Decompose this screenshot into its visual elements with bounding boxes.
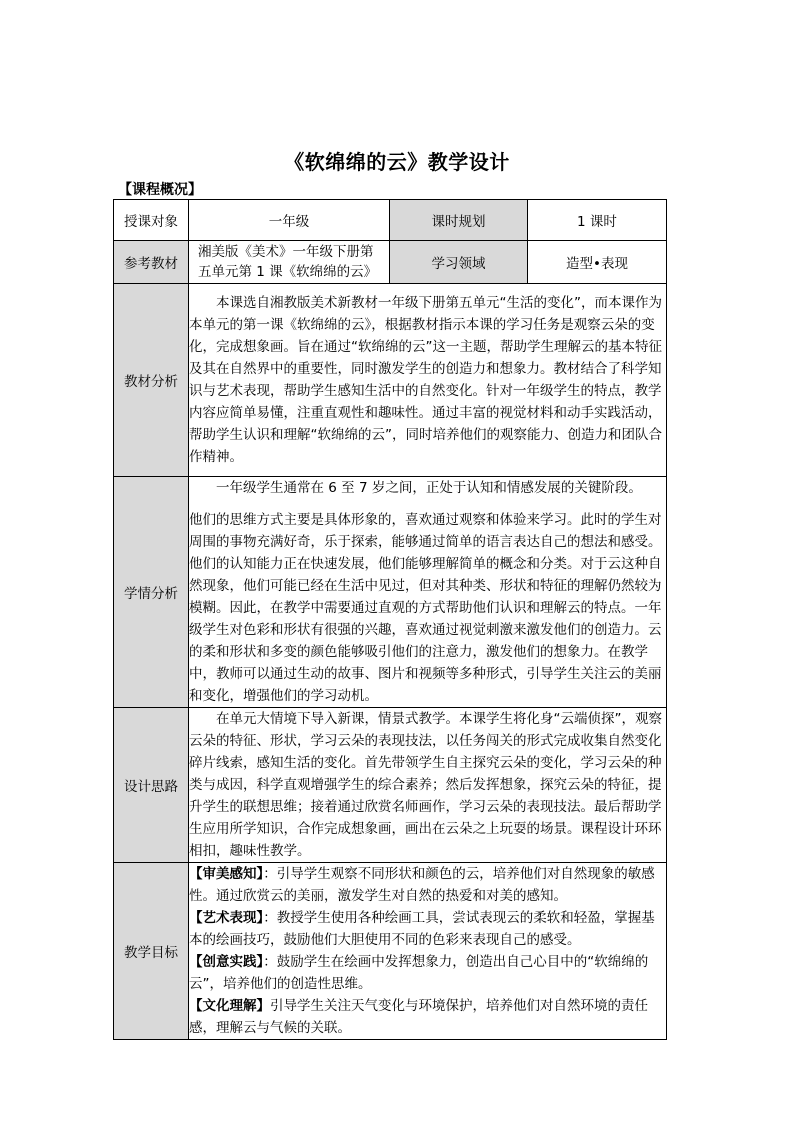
table-row — [114, 708, 667, 863]
table-row — [114, 863, 667, 1040]
table-row — [114, 477, 667, 708]
goal-tag: 【艺术表现】 — [189, 910, 264, 926]
goal-tag: 【审美感知】 — [189, 866, 264, 882]
goal-creative — [189, 951, 666, 995]
label-periods: 课时规划 — [390, 200, 528, 241]
table-row — [114, 200, 667, 241]
goal-text: ：引导学生观察不同形状和颜色的云，培养他们对自然现象的敏感性。通过欣赏云的美丽，激发学生对自然的热爱和对美的感知。 — [189, 866, 655, 904]
label-teaching-goals: 教学目标 — [114, 863, 189, 1040]
label-textbook: 参考教材 — [114, 241, 189, 284]
value-domain: 造型•表现 — [528, 241, 667, 284]
label-student-analysis: 学情分析 — [114, 477, 189, 708]
label-material-analysis: 教材分析 — [114, 284, 189, 477]
value-periods: 1 课时 — [528, 200, 667, 241]
value-audience: 一年级 — [189, 200, 390, 241]
student-analysis-intro: 一年级学生通常在 6 至 7 岁之间，正处于认知和情感发展的关键阶段。 — [216, 480, 642, 496]
material-analysis-cell — [189, 284, 667, 477]
section-heading: 【课程概况】 — [118, 182, 202, 198]
table-row — [114, 241, 667, 284]
teaching-goals-cell — [189, 863, 667, 1040]
student-analysis-cell — [189, 477, 667, 708]
goal-tag: 【文化理解】 — [189, 998, 270, 1014]
goal-aesthetic — [189, 863, 666, 907]
goal-text: ：教授学生使用各种绘画工具，尝试表现云的柔软和轻盈，掌握基本的绘画技巧，鼓励他们大胆使用不同的色彩来表现自己的感受。 — [189, 910, 655, 948]
goal-text: ：鼓励学生在绘画中发挥想象力，创造出自己心目中的“软绵绵的云”，培养他们的创造性思维。 — [189, 954, 649, 992]
value-textbook: 湘美版《美术》一年级下册第五单元第 1 课《软绵绵的云》 — [189, 241, 390, 284]
goal-culture — [189, 995, 666, 1039]
student-analysis-text: 他们的思维方式主要是具体形象的，喜欢通过观察和体验来学习。此时的学生对周围的事物充满好奇，乐于探索，能够通过简单的语言表达自己的想法和感受。他们的认知能力正在快速发展，他们能够理解简单的概念和分类。对于云这种自然现象，他们可能已经在生活中见过，但对其种类、形状和特征的理解仍然较为模糊。因此，在教学中需要通过直观的方式帮助他们认识和理解云的特点。一年级学生对色彩和形状有很强的兴趣，喜欢通过视觉刺激来激发他们的创造力。云的柔和形状和多变的颜色能够吸引他们的注意力，激发他们的想象力。在教学中，教师可以通过生动的故事、图片和视频等多种形式，引导学生关注云的美丽和变化，增强他们的学习动机。 — [189, 512, 662, 704]
label-design-idea: 设计思路 — [114, 708, 189, 863]
lesson-plan-table — [113, 199, 667, 1040]
document-title: 《软绵绵的云》教学设计 — [284, 150, 510, 174]
goal-expression — [189, 907, 666, 951]
material-analysis-text: 本课选自湘教版美术新教材一年级下册第五单元“生活的变化”，而本课作为本单元的第一课《软绵绵的云》，根据教材指示本课的学习任务是观察云朵的变化，完成想象画。旨在通过“软绵绵的云”这一主题，帮助学生理解云的基本特征及其在自然界中的重要性，同时激发学生的创造力和想象力。教材结合了科学知识与艺术表现，帮助学生感知生活中的自然变化。针对一年级学生的特点，教学内容应简单易懂，注重直观性和趣味性。通过丰富的视觉材料和动手实践活动，帮助学生认识和理解“软绵绵的云”，同时培养他们的观察能力、创造力和团队合作精神。 — [189, 295, 662, 465]
design-idea-cell — [189, 708, 667, 863]
label-audience: 授课对象 — [114, 200, 189, 241]
goal-tag: 【创意实践】 — [189, 954, 264, 970]
goal-text: 引导学生关注天气变化与环境保护，培养他们对自然环境的责任感，理解云与气候的关联。 — [189, 998, 648, 1036]
design-idea-text: 在单元大情境下导入新课，情景式教学。本课学生将化身“云端侦探”，观察云朵的特征、形状，学习云朵的表现技法，以任务闯关的形式完成收集自然变化碎片线索，感知生活的变化。首先带领学生自主探究云朵的变化，学习云朵的种类与成因，科学直观增强学生的综合素养；然后发挥想象，探究云朵的特征，提升学生的联想思维；接着通过欣赏名师画作，学习云朵的表现技法。最后帮助学生应用所学知识，合作完成想象画，画出在云朵之上玩耍的场景。课程设计环环相扣，趣味性教学。 — [189, 711, 662, 859]
table-row — [114, 284, 667, 477]
label-domain: 学习领域 — [390, 241, 528, 284]
